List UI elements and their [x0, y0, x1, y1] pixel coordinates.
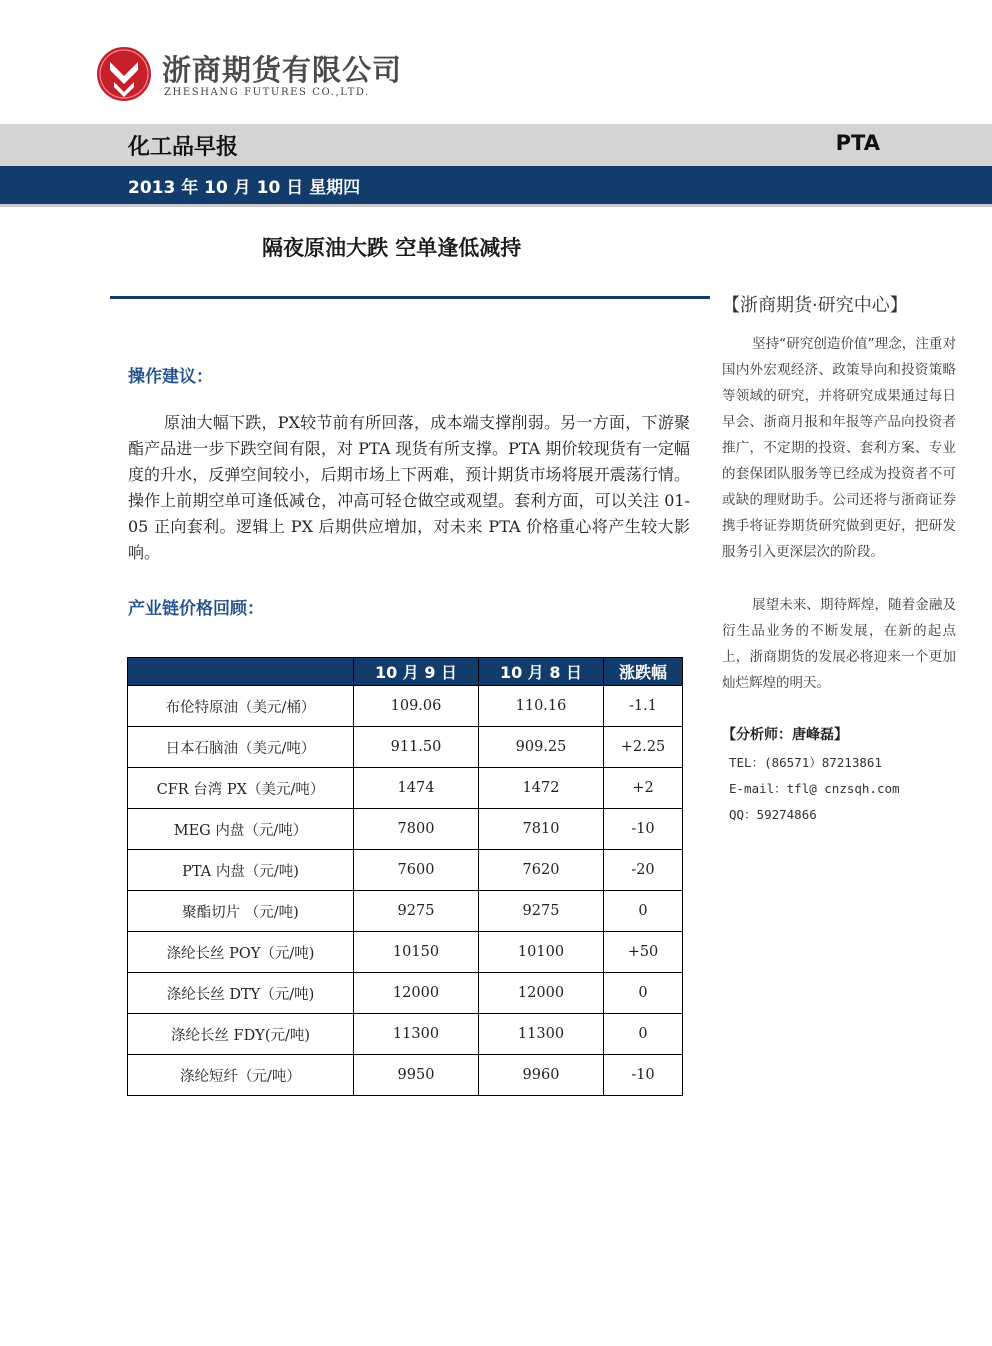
row-item-name: 涤纶长丝 POY（元/吨)	[128, 932, 354, 973]
row-item-name: CFR 台湾 PX（美元/吨）	[128, 768, 354, 809]
band-divider	[0, 204, 992, 207]
table-row	[128, 686, 683, 727]
row-oct8-value: 7810	[479, 809, 604, 850]
analyst-qq: QQ：59274866	[729, 807, 817, 822]
table-row	[128, 891, 683, 932]
row-item-name: 涤纶长丝 DTY（元/吨)	[128, 973, 354, 1014]
header-oct8: 10 月 8 日	[479, 658, 604, 686]
row-oct9-value: 9950	[354, 1055, 479, 1096]
row-oct9-value: 11300	[354, 1014, 479, 1055]
row-change-value: -10	[604, 1055, 683, 1096]
table-row	[128, 1055, 683, 1096]
chain-section-title: 产业链价格回顾：	[128, 599, 264, 619]
price-table	[127, 657, 683, 1096]
row-item-name: 涤纶短纤（元/吨）	[128, 1055, 354, 1096]
row-oct8-value: 9960	[479, 1055, 604, 1096]
table-row	[128, 1014, 683, 1055]
row-oct9-value: 9275	[354, 891, 479, 932]
report-type-band	[0, 124, 992, 166]
row-change-value: -10	[604, 809, 683, 850]
research-center-heading: 【浙商期货·研究中心】	[722, 295, 908, 316]
row-oct8-value: 10100	[479, 932, 604, 973]
analyst-phone: TEL：(86571）87213861	[729, 755, 882, 770]
price-table-header	[128, 658, 683, 686]
row-oct9-value: 12000	[354, 973, 479, 1014]
row-change-value: -1.1	[604, 686, 683, 727]
company-name-en: ZHESHANG FUTURES CO.,LTD.	[164, 87, 370, 98]
row-item-name: MEG 内盘（元/吨）	[128, 809, 354, 850]
table-row	[128, 973, 683, 1014]
row-change-value: 0	[604, 973, 683, 1014]
research-center-intro: 坚持“研究创造价值”理念，注重对国内外宏观经济、政策导向和投资策略等领域的研究，并将研究成果通过每日早会、浙商月报和年报等产品向投资者推广，不定期的投资、套利方案、专业的套保团队服务等已经成为投资者不可或缺的理财助手。公司还将与浙商证券携手将证券期货研究做到更好，把研发服务引入更深层次的阶段。	[722, 336, 956, 560]
row-oct8-value: 909.25	[479, 727, 604, 768]
report-type: 化工品早报	[128, 135, 239, 160]
analyst-email: E-mail：tfl@ cnzsqh.com	[729, 781, 900, 796]
company-logo	[96, 46, 403, 106]
row-oct8-value: 110.16	[479, 686, 604, 727]
company-name-cn: 浙商期货有限公司	[162, 53, 403, 87]
row-change-value: +2.25	[604, 727, 683, 768]
row-item-name: 聚酯切片 （元/吨)	[128, 891, 354, 932]
advice-paragraph: 原油大幅下跌，PX较节前有所回落，成本端支撑削弱。另一方面，下游聚酯产品进一步下跌空间有限，对 PTA 现货有所支撑。PTA 期价较现货有一定幅度的升水，反弹空间较小，后期市场上下两难，预计期货市场将展开震荡行情。操作上前期空单可逢低减仓，冲高可轻仓做空或观望。套利方面，可以关注 01-05 正向套利。逻辑上 PX 后期供应增加，对未来 PTA 价格重心将产生较大影响。	[128, 413, 690, 562]
row-change-value: -20	[604, 850, 683, 891]
headline-rule	[110, 296, 710, 299]
report-headline: 隔夜原油大跌 空单逢低减持	[262, 236, 522, 260]
table-row	[128, 768, 683, 809]
report-date: 2013 年 10 月 10 日 星期四	[128, 178, 361, 198]
row-item-name: 涤纶长丝 FDY(元/吨)	[128, 1014, 354, 1055]
analyst-name: 【分析师：唐峰磊】	[722, 727, 848, 743]
row-change-value: 0	[604, 891, 683, 932]
table-row	[128, 727, 683, 768]
row-change-value: +2	[604, 768, 683, 809]
row-oct9-value: 911.50	[354, 727, 479, 768]
row-oct8-value: 11300	[479, 1014, 604, 1055]
row-change-value: 0	[604, 1014, 683, 1055]
row-item-name: 日本石脑油（美元/吨）	[128, 727, 354, 768]
research-center-outlook: 展望未来、期待辉煌，随着金融及衍生品业务的不断发展，在新的起点上，浙商期货的发展必将迎来一个更加灿烂辉煌的明天。	[722, 597, 956, 691]
table-row	[128, 932, 683, 973]
row-oct9-value: 10150	[354, 932, 479, 973]
row-oct8-value: 9275	[479, 891, 604, 932]
header-change: 涨跌幅	[604, 658, 683, 686]
header-oct9: 10 月 9 日	[354, 658, 479, 686]
row-oct8-value: 1472	[479, 768, 604, 809]
date-band	[0, 166, 992, 204]
row-item-name: PTA 内盘（元/吨)	[128, 850, 354, 891]
product-label: PTA	[835, 131, 880, 155]
table-row	[128, 809, 683, 850]
row-oct8-value: 7620	[479, 850, 604, 891]
logo-emblem-icon	[96, 46, 152, 102]
row-oct9-value: 109.06	[354, 686, 479, 727]
header-item	[128, 658, 354, 686]
table-row	[128, 850, 683, 891]
row-oct8-value: 12000	[479, 973, 604, 1014]
row-oct9-value: 7800	[354, 809, 479, 850]
advice-section-title: 操作建议：	[128, 367, 213, 387]
row-change-value: +50	[604, 932, 683, 973]
row-oct9-value: 7600	[354, 850, 479, 891]
row-item-name: 布伦特原油（美元/桶）	[128, 686, 354, 727]
row-oct9-value: 1474	[354, 768, 479, 809]
